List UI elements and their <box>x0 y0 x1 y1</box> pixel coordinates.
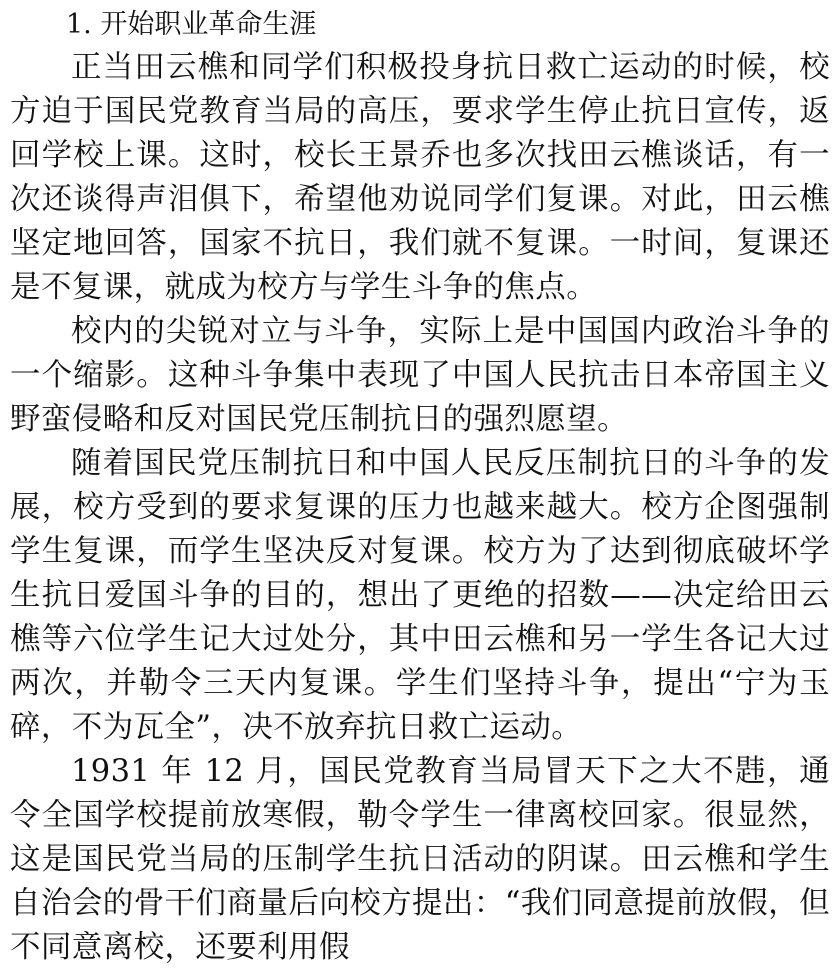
paragraph-2: 校内的尖锐对立与斗争，实际上是中国国内政治斗争的一个缩影。这种斗争集中表现了中国人民抗击日本帝国主义野蛮侵略和反对国民党压制抗日的强烈愿望。 <box>10 314 830 437</box>
paragraph-3: 随着国民党压制抗日和中国人民反压制抗日的斗争的发展，校方受到的要求复课的压力也越来越大。校方企图强制学生复课，而学生坚决反对复课。校方为了达到彻底破坏学生抗日爱国斗争的目的，想出了更绝的招数——决定给田云樵等六位学生记大过处分，其中田云樵和另一学生各记大过两次，并勒令三天内复课。学生们坚持斗争，提出“宁为玉碎，不为瓦全”，决不放弃抗日救亡运动。 <box>10 446 830 745</box>
paragraph-1: 正当田云樵和同学们积极投身抗日救亡运动的时候，校方迫于国民党教育当局的高压，要求学生停止抗日宣传，返回学校上课。这时，校长王景乔也多次找田云樵谈话，有一次还谈得声泪俱下，希望他劝说同学们复课。对此，田云樵坚定地回答，国家不抗日，我们就不复课。一时间，复课还是不复课，就成为校方与学生斗争的焦点。 <box>10 50 830 305</box>
section-heading: 1. 开始职业革命生涯 <box>66 9 317 40</box>
paragraph-4: 1931 年 12 月，国民党教育当局冒天下之大不韪，通令全国学校提前放寒假，勒令学生一律离校回家。很显然，这是国民党当局的压制学生抗日活动的阴谋。田云樵和学生自治会的骨干们商量后向校方提出：“我们同意提前放假，但不同意离校，还要利用假 <box>10 754 830 965</box>
